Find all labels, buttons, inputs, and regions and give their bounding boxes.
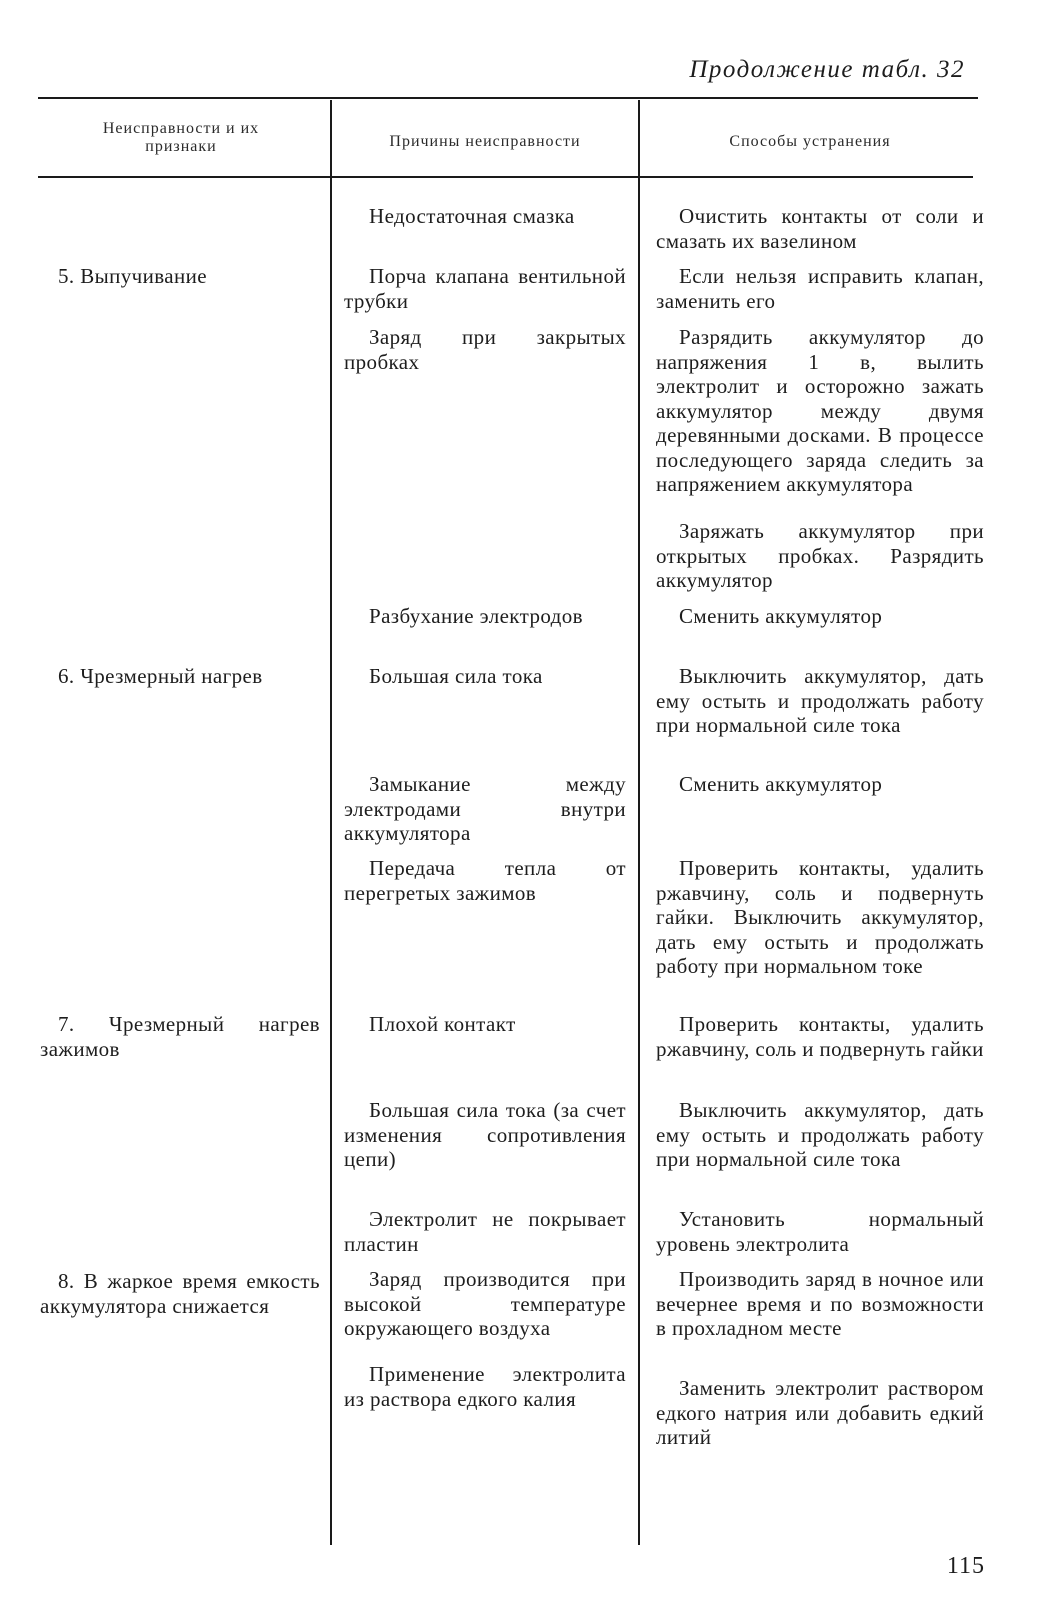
table-top-rule <box>38 97 978 99</box>
remedy-switch-off-cool-2: Выключить аккумулятор, дать ему остыть и продолжать работу при нормальной силе тока <box>656 1098 984 1171</box>
fault-6: 6. Чрезмерный нагрев <box>58 664 263 688</box>
remedy-switch-off-cool: Выключить аккумулятор, дать ему остыть и продолжать работу при нормальной силе тока <box>656 664 984 737</box>
remedy-replace-battery-2: Сменить аккумулятор <box>679 772 883 796</box>
fault-7: 7. Чрезмерный нагрев зажимов <box>40 1012 320 1061</box>
cause-valve-damage: Порча клапана вентильной трубки <box>344 264 626 313</box>
remedy-set-electrolyte-level: Установить нормальный уровень электролита <box>656 1207 984 1256</box>
cause-high-current-resistance: Большая сила тока (за счет изменения сопротивления цепи) <box>344 1098 626 1171</box>
header-causes: Причины неисправности <box>389 133 581 150</box>
remedy-replace-electrolyte: Заменить электролит раствором едкого натрия или добавить едкий литий <box>656 1376 984 1449</box>
page-number: 115 <box>946 1553 985 1579</box>
cause-short-circuit: Замыкание между электродами внутри аккумулятора <box>344 772 626 845</box>
remedy-charge-open-plugs: Заряжать аккумулятор при открытых пробках. Разрядить аккумулятор <box>656 519 984 592</box>
table-header-rule <box>38 176 973 178</box>
cause-electrode-swelling: Разбухание электродов <box>369 604 583 628</box>
cause-potassium-electrolyte: Применение электролита из раствора едкого калия <box>344 1362 626 1411</box>
remedy-clean-contacts: Очистить контакты от соли и смазать их вазелином <box>656 204 984 253</box>
column-divider-1 <box>330 100 332 1545</box>
header-remedies: Способы устранения <box>729 133 891 150</box>
cause-insufficient-lubrication: Недостаточная смазка <box>369 204 575 228</box>
cause-poor-contact: Плохой контакт <box>369 1012 516 1036</box>
cause-low-electrolyte: Электролит не покрывает пластин <box>344 1207 626 1256</box>
header-faults: Неисправности и их признаки <box>102 120 260 155</box>
fault-5: 5. Выпучивание <box>58 264 208 288</box>
fault-8: 8. В жаркое время емкость аккумулятора снижается <box>40 1269 320 1318</box>
remedy-check-contacts-cool: Проверить контакты, удалить ржавчину, соль и подвернуть гайки. Выключить аккумулятор, дать ему остыть и продолжать работу при нормальном токе <box>656 856 984 978</box>
cause-high-current: Большая сила тока <box>369 664 543 688</box>
remedy-charge-at-night: Производить заряд в ночное или вечернее время и по возможности в прохладном месте <box>656 1267 984 1340</box>
remedy-replace-valve: Если нельзя исправить клапан, заменить его <box>656 264 984 313</box>
table-continuation-title: Продолжение табл. 32 <box>689 56 965 83</box>
remedy-replace-battery: Сменить аккумулятор <box>679 604 883 628</box>
remedy-check-contacts: Проверить контакты, удалить ржавчину, соль и подвернуть гайки <box>656 1012 984 1061</box>
cause-charge-closed-plugs: Заряд при закрытых пробках <box>344 325 626 374</box>
column-divider-2 <box>638 100 640 1545</box>
cause-heat-from-terminals: Передача тепла от перегретых зажимов <box>344 856 626 905</box>
remedy-discharge-and-clamp: Разрядить аккумулятор до напряжения 1 в, вылить электролит и осторожно зажать аккумулятор между двумя деревянными досками. В процессе последующего заряда следить за напряжением аккумулятора <box>656 325 984 496</box>
cause-high-temperature-charge: Заряд производится при высокой температуре окружающего воздуха <box>344 1267 626 1340</box>
